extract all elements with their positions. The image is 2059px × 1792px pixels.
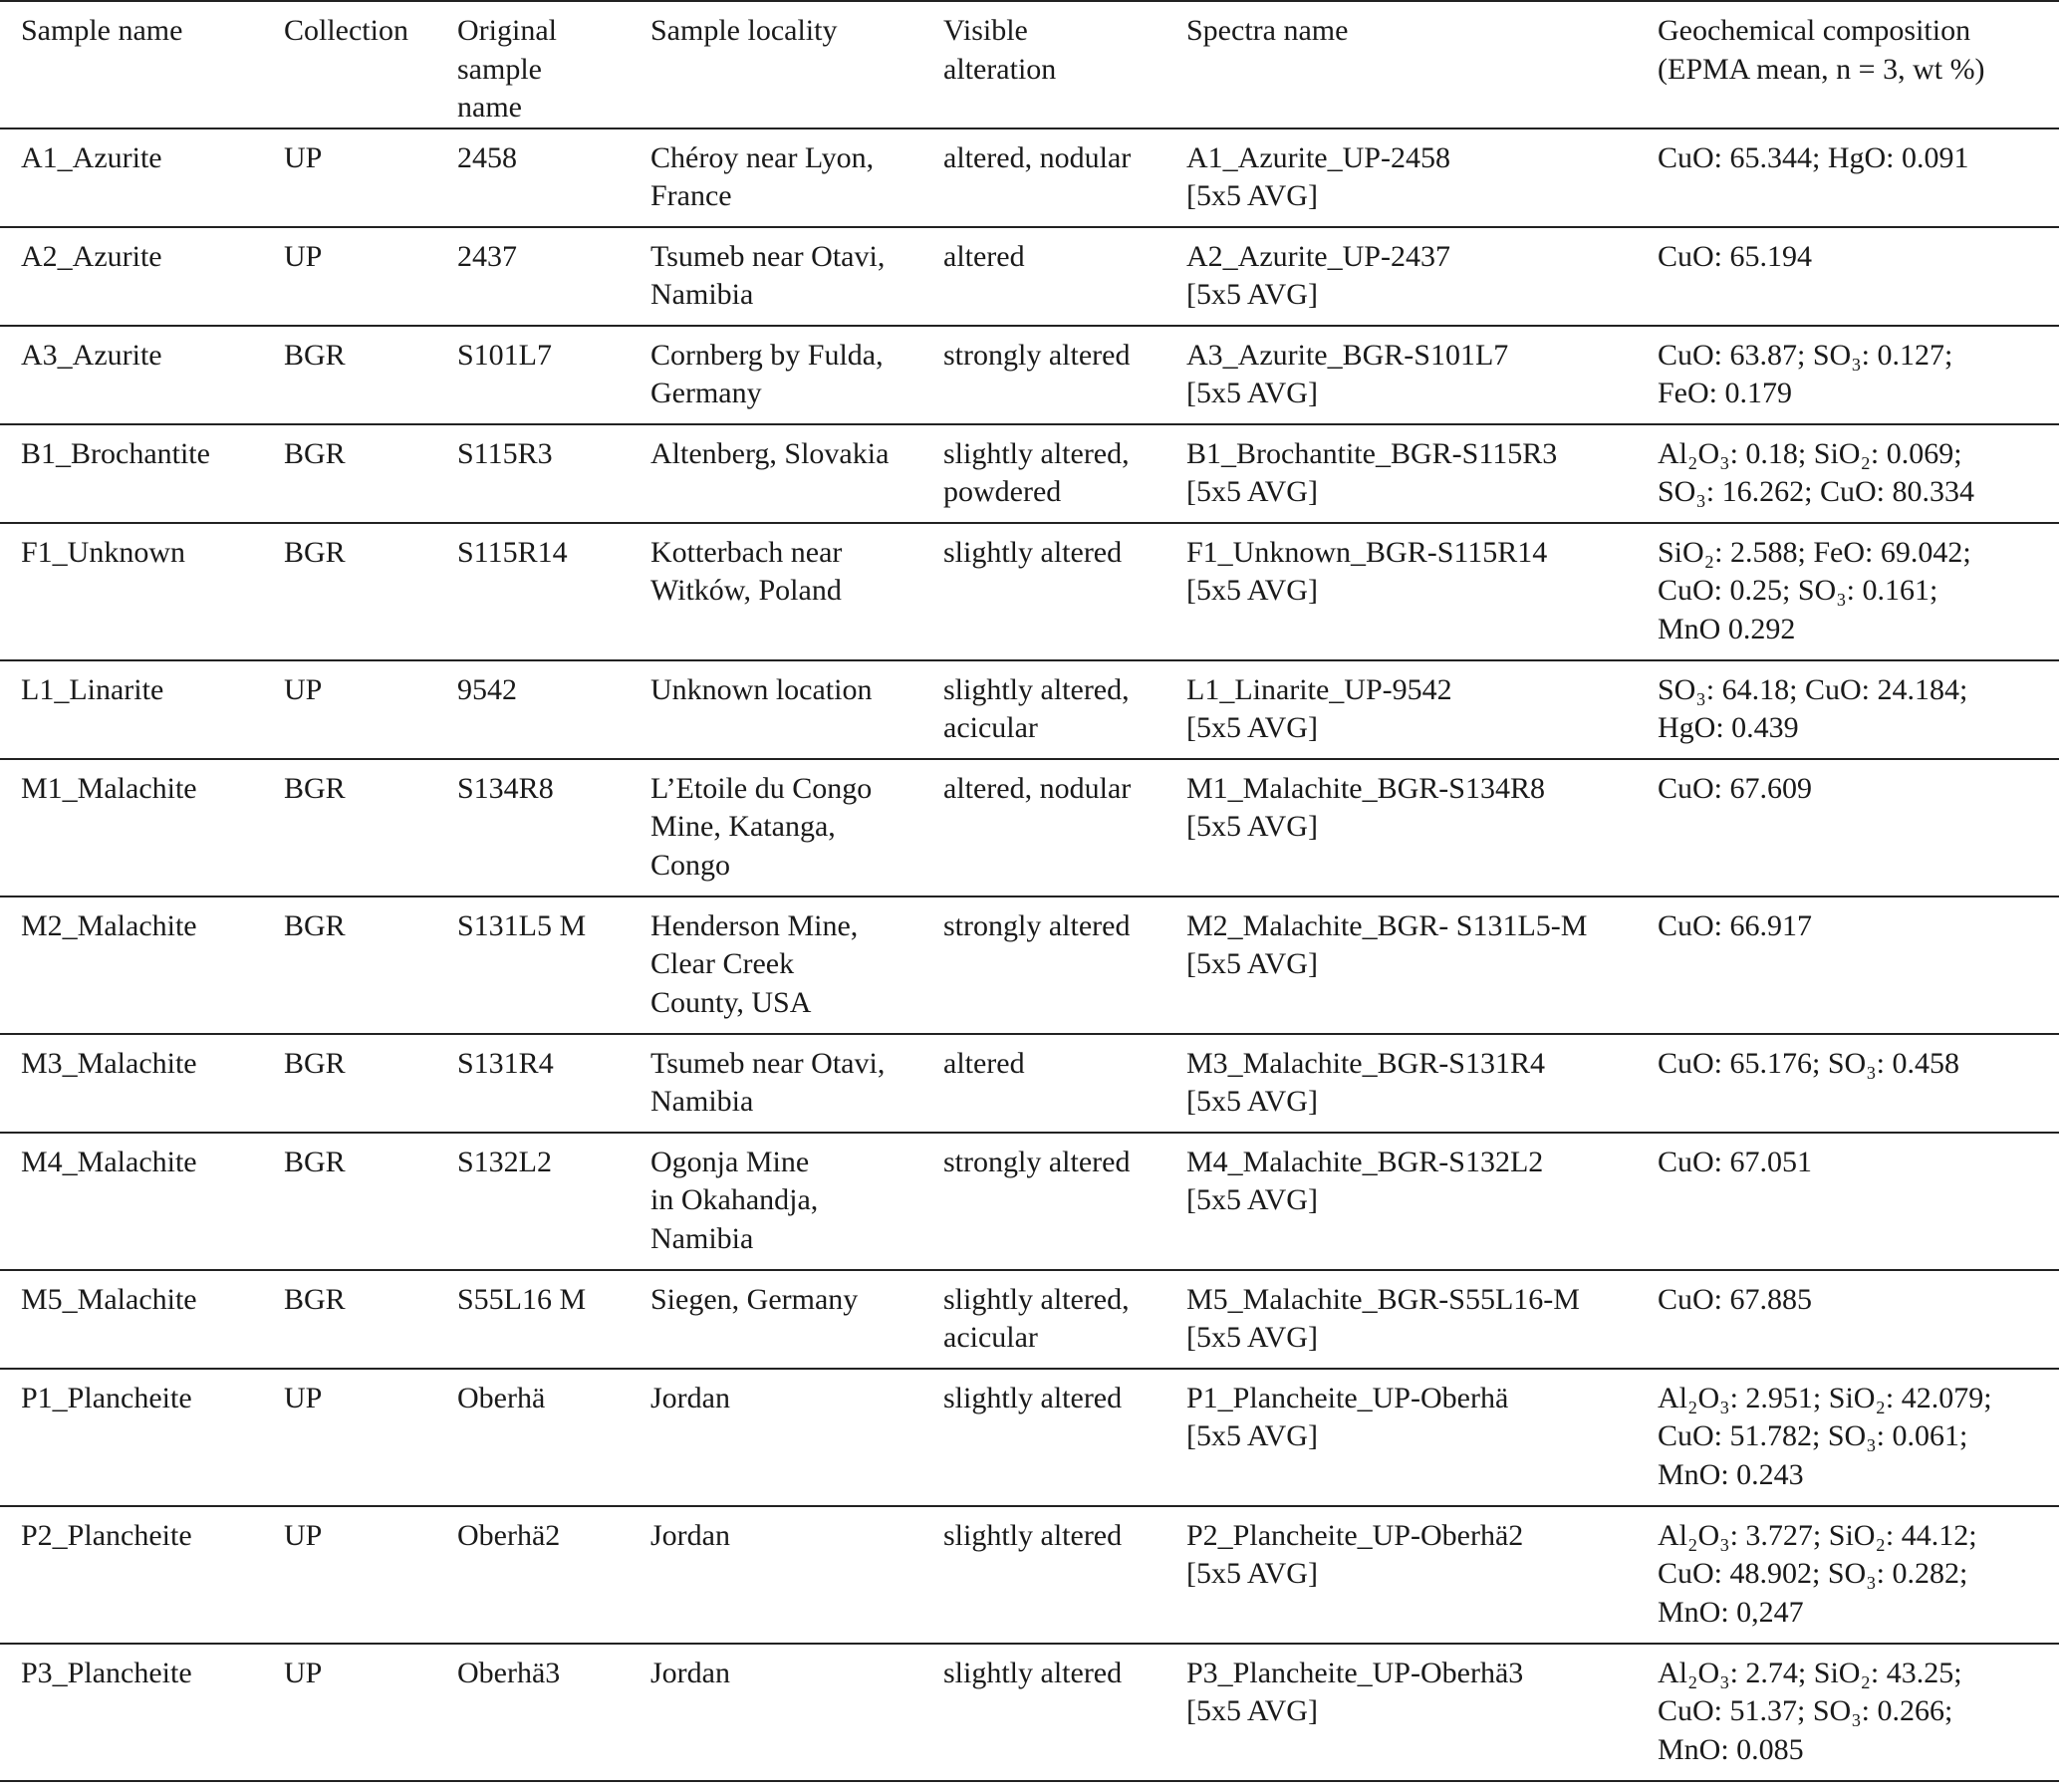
cell-collection: UP (284, 672, 323, 706)
cell-geochemical-composition: CuO: 67.051 (1658, 1145, 1813, 1178)
cell-collection: BGR (284, 1145, 346, 1178)
cell-sample-name: M4_Malachite (21, 1145, 197, 1178)
cell-sample-name: A2_Azurite (21, 239, 162, 273)
cell-sample-locality: Unknown location (650, 672, 873, 706)
cell-collection: UP (284, 1381, 323, 1414)
header-collection: Collection (284, 14, 408, 47)
cell-sample-locality: Kotterbach near Witków, Poland (650, 535, 843, 607)
cell-original-sample-name: S132L2 (457, 1145, 553, 1178)
cell-visible-alteration: strongly altered (943, 1145, 1131, 1178)
cell-spectra-name: M2_Malachite_BGR- S131L5-M [5x5 AVG] (1186, 908, 1588, 980)
cell-original-sample-name: S115R3 (457, 436, 553, 470)
cell-original-sample-name: S131R4 (457, 1046, 554, 1080)
table-body (0, 128, 2059, 1781)
cell-visible-alteration: slightly altered (943, 1518, 1123, 1552)
cell-spectra-name: M1_Malachite_BGR-S134R8 [5x5 AVG] (1186, 771, 1545, 843)
cell-original-sample-name: Oberhä2 (457, 1518, 561, 1552)
cell-sample-name: M1_Malachite (21, 771, 197, 805)
cell-visible-alteration: altered, nodular (943, 140, 1132, 174)
cell-geochemical-composition: CuO: 67.885 (1658, 1282, 1813, 1316)
header-geochemical-composition: Geochemical composition (EPMA mean, n = 3, wt %) (1658, 14, 1985, 86)
cell-original-sample-name: S101L7 (457, 338, 553, 372)
cell-collection: BGR (284, 908, 346, 942)
cell-sample-name: B1_Brochantite (21, 436, 210, 470)
cell-visible-alteration: strongly altered (943, 338, 1131, 372)
table-header (0, 1, 2059, 128)
cell-original-sample-name: 2437 (457, 239, 517, 273)
header-original-sample-name: Original sample name (457, 14, 557, 124)
cell-sample-locality: Jordan (650, 1518, 730, 1552)
cell-geochemical-composition: CuO: 65.344; HgO: 0.091 (1658, 140, 1969, 174)
cell-sample-name: F1_Unknown (21, 535, 186, 569)
cell-collection: UP (284, 1656, 323, 1689)
cell-sample-locality: Tsumeb near Otavi, Namibia (650, 1046, 886, 1118)
cell-spectra-name: P3_Plancheite_UP-Oberhä3 [5x5 AVG] (1186, 1656, 1524, 1727)
table-row (0, 1506, 2059, 1644)
cell-visible-alteration: slightly altered, acicular (943, 672, 1130, 744)
cell-sample-locality: Henderson Mine, Clear Creek County, USA (650, 908, 859, 1019)
header-visible-alteration: Visible alteration (943, 14, 1057, 86)
table-row (0, 326, 2059, 424)
cell-geochemical-composition: SO₃: 64.18; CuO: 24.184; HgO: 0.439 (1658, 672, 1968, 744)
table-row (0, 424, 2059, 523)
header-sample-locality: Sample locality (650, 14, 838, 47)
table-row (0, 1270, 2059, 1369)
cell-original-sample-name: Oberhä3 (457, 1656, 561, 1689)
cell-sample-name: M5_Malachite (21, 1282, 197, 1316)
cell-spectra-name: F1_Unknown_BGR-S115R14 [5x5 AVG] (1186, 535, 1548, 607)
cell-original-sample-name: S134R8 (457, 771, 554, 805)
cell-spectra-name: A1_Azurite_UP-2458 [5x5 AVG] (1186, 140, 1450, 212)
cell-sample-name: P2_Plancheite (21, 1518, 192, 1552)
cell-geochemical-composition: Al₂O₃: 3.727; SiO₂: 44.12; CuO: 48.902; SO₃: 0.282; MnO: 0,247 (1658, 1518, 1977, 1629)
cell-visible-alteration: altered (943, 239, 1025, 273)
cell-collection: UP (284, 1518, 323, 1552)
cell-spectra-name: M3_Malachite_BGR-S131R4 [5x5 AVG] (1186, 1046, 1545, 1118)
cell-sample-locality: Ogonja Mine in Okahandja, Namibia (650, 1145, 819, 1255)
cell-visible-alteration: slightly altered (943, 535, 1123, 569)
table-row (0, 1133, 2059, 1270)
cell-sample-name: P3_Plancheite (21, 1656, 192, 1689)
cell-visible-alteration: altered (943, 1046, 1025, 1080)
header-sample-name: Sample name (21, 14, 183, 47)
table-row (0, 523, 2059, 660)
cell-original-sample-name: 9542 (457, 672, 517, 706)
cell-original-sample-name: Oberhä (457, 1381, 546, 1414)
cell-collection: BGR (284, 1046, 346, 1080)
table-row (0, 227, 2059, 326)
cell-sample-locality: Altenberg, Slovakia (650, 436, 890, 470)
cell-collection: BGR (284, 338, 346, 372)
cell-geochemical-composition: Al₂O₃: 2.74; SiO₂: 43.25; CuO: 51.37; SO₃: 0.266; MnO: 0.085 (1658, 1656, 1962, 1766)
cell-sample-locality: Tsumeb near Otavi, Namibia (650, 239, 886, 311)
table-row (0, 759, 2059, 896)
cell-spectra-name: M5_Malachite_BGR-S55L16-M [5x5 AVG] (1186, 1282, 1580, 1354)
cell-visible-alteration: slightly altered (943, 1656, 1123, 1689)
cell-spectra-name: M4_Malachite_BGR-S132L2 [5x5 AVG] (1186, 1145, 1544, 1216)
cell-spectra-name: P2_Plancheite_UP-Oberhä2 [5x5 AVG] (1186, 1518, 1524, 1590)
table-row (0, 896, 2059, 1034)
table-row (0, 660, 2059, 759)
cell-sample-name: A1_Azurite (21, 140, 162, 174)
cell-collection: BGR (284, 535, 346, 569)
cell-original-sample-name: S131L5 M (457, 908, 587, 942)
cell-geochemical-composition: SiO₂: 2.588; FeO: 69.042; CuO: 0.25; SO₃: 0.161; MnO 0.292 (1658, 535, 1971, 645)
cell-geochemical-composition: CuO: 63.87; SO₃: 0.127; FeO: 0.179 (1658, 338, 1953, 409)
cell-collection: UP (284, 239, 323, 273)
cell-collection: BGR (284, 436, 346, 470)
cell-original-sample-name: S115R14 (457, 535, 568, 569)
cell-geochemical-composition: CuO: 66.917 (1658, 908, 1813, 942)
cell-geochemical-composition: CuO: 67.609 (1658, 771, 1813, 805)
cell-geochemical-composition: Al₂O₃: 0.18; SiO₂: 0.069; SO₃: 16.262; CuO: 80.334 (1658, 436, 1974, 508)
cell-sample-locality: Siegen, Germany (650, 1282, 859, 1316)
cell-original-sample-name: 2458 (457, 140, 517, 174)
cell-collection: UP (284, 140, 323, 174)
cell-spectra-name: A3_Azurite_BGR-S101L7 [5x5 AVG] (1186, 338, 1509, 409)
header-row (0, 1, 2059, 128)
cell-sample-name: L1_Linarite (21, 672, 164, 706)
cell-visible-alteration: slightly altered (943, 1381, 1123, 1414)
header-spectra-name: Spectra name (1186, 14, 1349, 47)
cell-sample-name: M2_Malachite (21, 908, 197, 942)
cell-visible-alteration: altered, nodular (943, 771, 1132, 805)
cell-sample-locality: L’Etoile du Congo Mine, Katanga, Congo (650, 771, 873, 882)
cell-sample-name: P1_Plancheite (21, 1381, 192, 1414)
cell-sample-locality: Chéroy near Lyon, France (650, 140, 875, 212)
cell-spectra-name: A2_Azurite_UP-2437 [5x5 AVG] (1186, 239, 1450, 311)
cell-collection: BGR (284, 771, 346, 805)
cell-spectra-name: B1_Brochantite_BGR-S115R3 [5x5 AVG] (1186, 436, 1558, 508)
cell-sample-name: A3_Azurite (21, 338, 162, 372)
cell-sample-name: M3_Malachite (21, 1046, 197, 1080)
cell-sample-locality: Cornberg by Fulda, Germany (650, 338, 884, 409)
table-row (0, 128, 2059, 227)
table-row (0, 1369, 2059, 1506)
cell-spectra-name: P1_Plancheite_UP-Oberhä [5x5 AVG] (1186, 1381, 1509, 1452)
table-row (0, 1034, 2059, 1133)
cell-sample-locality: Jordan (650, 1381, 730, 1414)
cell-geochemical-composition: CuO: 65.176; SO₃: 0.458 (1658, 1046, 1959, 1080)
cell-original-sample-name: S55L16 M (457, 1282, 587, 1316)
cell-geochemical-composition: CuO: 65.194 (1658, 239, 1813, 273)
cell-visible-alteration: slightly altered, powdered (943, 436, 1130, 508)
cell-sample-locality: Jordan (650, 1656, 730, 1689)
cell-geochemical-composition: Al₂O₃: 2.951; SiO₂: 42.079; CuO: 51.782; SO₃: 0.061; MnO: 0.243 (1658, 1381, 1992, 1491)
cell-visible-alteration: strongly altered (943, 908, 1131, 942)
table-row (0, 1644, 2059, 1781)
cell-visible-alteration: slightly altered, acicular (943, 1282, 1130, 1354)
cell-collection: BGR (284, 1282, 346, 1316)
cell-spectra-name: L1_Linarite_UP-9542 [5x5 AVG] (1186, 672, 1452, 744)
